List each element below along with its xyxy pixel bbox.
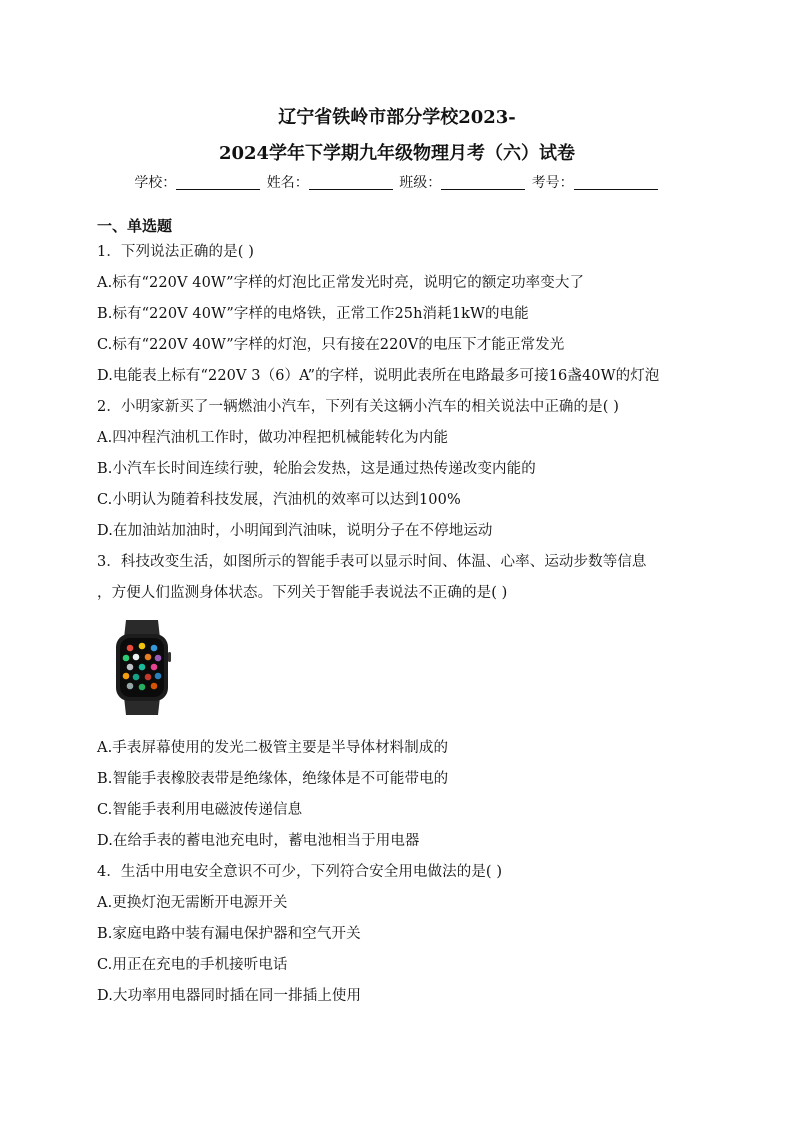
- name-label: 姓名：: [266, 175, 309, 191]
- school-label: 学校：: [134, 175, 177, 191]
- question-3-option-c: C.智能手表利用电磁波传递信息: [97, 802, 303, 818]
- question-3-stem-line1: 3．科技改变生活，如图所示的智能手表可以显示时间、体温、心率、运动步数等信息: [97, 554, 647, 570]
- question-3-option-b: B.智能手表橡胶表带是绝缘体，绝缘体是不可能带电的: [97, 771, 449, 787]
- exam-number-label: 考号：: [531, 175, 574, 191]
- exam-title-line1: 辽宁省铁岭市部分学校2023-: [278, 107, 516, 128]
- name-blank[interactable]: [309, 175, 393, 190]
- question-2-option-c: C.小明认为随着科技发展，汽油机的效率可以达到100%: [97, 492, 461, 508]
- student-info-row: [0, 172, 794, 192]
- question-1-option-d: D.电能表上标有“220V 3（6）A”的字样，说明此表所在电路最多可接16盏40W的灯泡: [97, 368, 660, 384]
- class-label: 班级：: [399, 175, 442, 191]
- exam-title-line2: 2024学年下学期九年级物理月考（六）试卷: [218, 143, 576, 164]
- question-3-option-d: D.在给手表的蓄电池充电时，蓄电池相当于用电器: [97, 833, 420, 849]
- question-4-option-a: A.更换灯泡无需断开电源开关: [97, 895, 288, 911]
- class-blank[interactable]: [441, 175, 525, 190]
- exam-number-blank[interactable]: [574, 175, 658, 190]
- question-2-option-a: A.四冲程汽油机工作时，做功冲程把机械能转化为内能: [97, 430, 449, 446]
- school-blank[interactable]: [176, 175, 260, 190]
- question-1-stem: 1．下列说法正确的是( ): [97, 244, 254, 260]
- question-1-option-b: B.标有“220V 40W”字样的电烙铁，正常工作25h消耗1kW的电能: [97, 306, 529, 322]
- question-4-option-c: C.用正在充电的手机接听电话: [97, 957, 288, 973]
- question-4-option-b: B.家庭电路中装有漏电保护器和空气开关: [97, 926, 361, 942]
- question-2-option-d: D.在加油站加油时，小明闻到汽油味，说明分子在不停地运动: [97, 523, 493, 539]
- question-2-stem: 2．小明家新买了一辆燃油小汽车，下列有关这辆小汽车的相关说法中正确的是( ): [97, 399, 619, 415]
- question-3-stem-line2: ，方便人们监测身体状态。下列关于智能手表说法不正确的是( ): [97, 585, 508, 601]
- question-3-option-a: A.手表屏幕使用的发光二极管主要是半导体材料制成的: [97, 740, 449, 756]
- question-1-option-c: C.标有“220V 40W”字样的灯泡，只有接在220V的电压下才能正常发光: [97, 337, 565, 353]
- section-title: 一、单选题: [97, 217, 173, 235]
- question-2-option-b: B.小汽车长时间连续行驶，轮胎会发热，这是通过热传递改变内能的: [97, 461, 536, 477]
- question-4-option-d: D.大功率用电器同时插在同一排插上使用: [97, 988, 362, 1004]
- smartwatch-icon: [112, 620, 172, 715]
- question-1-option-a: A.标有“220V 40W”字样的灯泡比正常发光时亮，说明它的额定功率变大了: [97, 275, 585, 291]
- question-4-stem: 4．生活中用电安全意识不可少，下列符合安全用电做法的是( ): [97, 864, 503, 880]
